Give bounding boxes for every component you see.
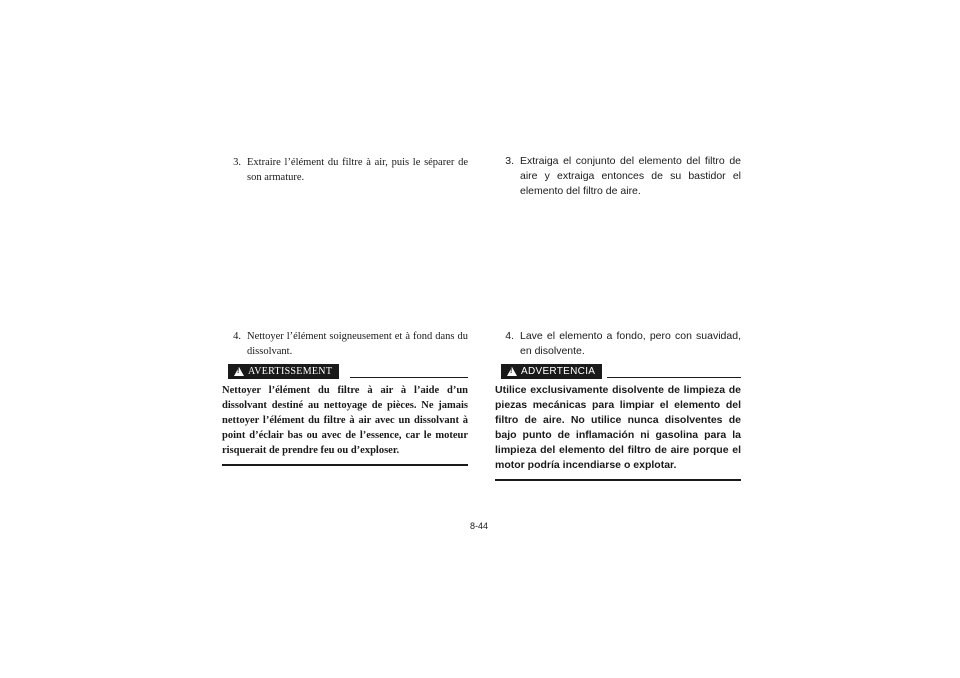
warning-triangle-icon <box>507 367 517 376</box>
fr-warning-bottom-rule <box>222 464 468 466</box>
es-warning-text: Utilice exclusivamente disolvente de limpieza de piezas mecánicas para limpiar el elemento del filtro de aire. No utilice nunca disolventes de bajo punto de inflamación ni gasolina para la limpieza del elemento del filtro de aire porque el motor podría incendiarse o explotar. <box>495 384 741 471</box>
es-step-4-text: Lave el elemento a fondo, pero con suavidad, en disolvente. <box>520 330 741 357</box>
fr-step-3 <box>222 155 468 185</box>
fr-warning-header <box>222 364 468 380</box>
fr-warning-text: Nettoyer l’élément du filtre à air à l’aide d’un dissolvant destiné au nettoyage de pièces. Ne jamais nettoyer l’élément du filtre à air avec un dissolvant à point d’éclair bas ou avec de l’essence, car le moteur risquerait de prendre feu ou d’exploser. <box>222 385 468 456</box>
fr-step-3-number: 3. <box>233 157 241 168</box>
fr-step-4 <box>222 329 468 359</box>
fr-step-3-text: Extraire l’élément du filtre à air, puis le séparer de son armature. <box>247 157 468 183</box>
es-step-3-text: Extraiga el conjunto del elemento del filtro de aire y extraiga entonces de su bastidor el elemento del filtro de aire. <box>520 155 741 197</box>
es-warning-box <box>495 364 741 481</box>
es-warning-label: ADVERTENCIA <box>521 366 596 377</box>
es-warning-header <box>495 364 741 380</box>
es-warning-header-rule <box>607 377 741 378</box>
es-step-3 <box>495 154 741 199</box>
es-warning-badge <box>501 364 602 379</box>
page-number: 8-44 <box>470 521 489 531</box>
es-warning-bottom-rule <box>495 479 741 481</box>
fr-step-4-number: 4. <box>233 331 241 342</box>
es-step-3-number: 3. <box>505 155 514 167</box>
fr-warning-header-rule <box>350 377 468 378</box>
fr-step-4-text: Nettoyer l’élément soigneusement et à fond dans du dissolvant. <box>247 331 468 357</box>
warning-triangle-icon <box>234 367 244 376</box>
es-step-4-number: 4. <box>505 330 514 342</box>
fr-warning-badge <box>228 364 339 379</box>
es-step-4 <box>495 329 741 359</box>
fr-warning-box <box>222 364 468 466</box>
fr-warning-label: AVERTISSEMENT <box>248 366 333 377</box>
